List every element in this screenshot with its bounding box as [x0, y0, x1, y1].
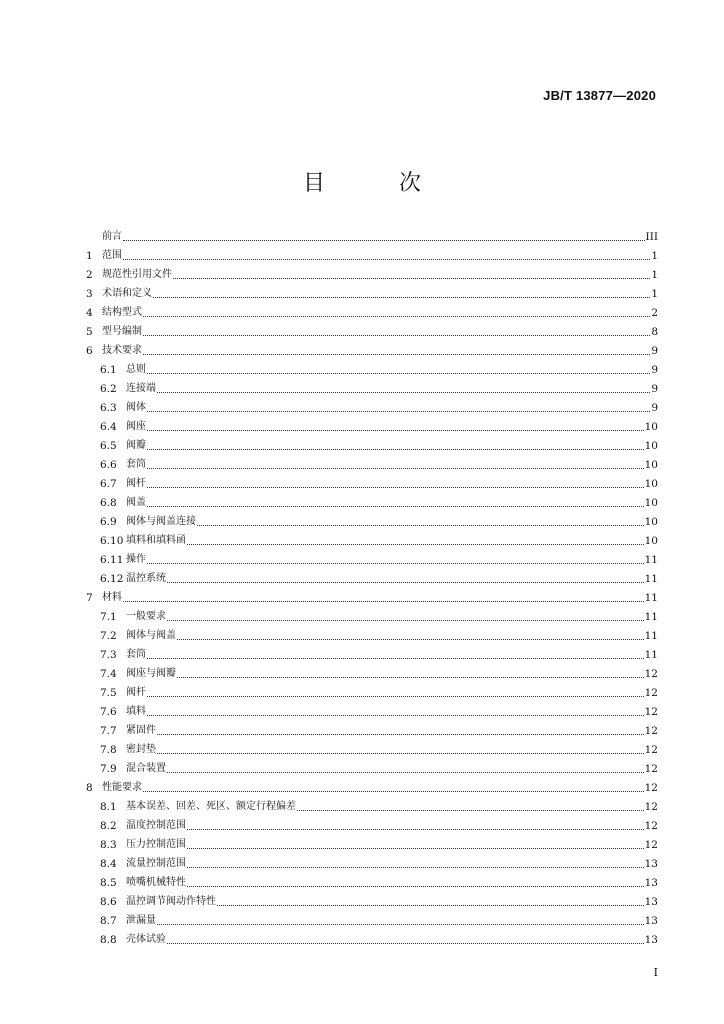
toc-entry-title: 总则: [126, 364, 146, 375]
toc-entry-title: 紧固件: [126, 725, 156, 736]
dot-leader: [167, 582, 644, 583]
toc-entry[interactable]: [86, 472, 658, 491]
toc-entry-page: 12: [644, 725, 658, 737]
toc-entry-page: 1: [651, 250, 658, 262]
toc-entry[interactable]: [86, 491, 658, 510]
dot-leader: [297, 810, 644, 811]
toc-entry-number: 4: [86, 307, 93, 319]
toc-entry[interactable]: [86, 871, 658, 890]
toc-entry-page: 9: [651, 402, 658, 414]
toc-entry[interactable]: [86, 909, 658, 928]
toc-entry[interactable]: [86, 358, 658, 377]
toc-entry-title: 性能要求: [102, 782, 142, 793]
toc-entry-number: 8.6: [100, 896, 117, 908]
toc-entry-page: 12: [644, 706, 658, 718]
toc-entry-title: 连接端: [126, 383, 156, 394]
toc-entry-title: 阀体与阀盖连接: [126, 516, 196, 527]
toc-entry-page: 10: [644, 440, 658, 452]
dot-leader: [147, 430, 644, 431]
toc-entry[interactable]: [86, 700, 658, 719]
toc-entry[interactable]: [86, 833, 658, 852]
toc-entry-title: 填料: [126, 706, 146, 717]
toc-entry-page: 10: [644, 516, 658, 528]
dot-leader: [167, 943, 644, 944]
toc-entry-page: 12: [644, 687, 658, 699]
dot-leader: [123, 240, 645, 241]
toc-entry-page: 10: [644, 497, 658, 509]
dot-leader: [147, 563, 644, 564]
toc-entry-number: 7.8: [100, 744, 117, 756]
toc-entry-number: 6.12: [100, 573, 124, 585]
toc-entry[interactable]: [86, 852, 658, 871]
dot-leader: [147, 373, 650, 374]
toc-entry-title: 压力控制范围: [126, 839, 186, 850]
toc-entry[interactable]: [86, 377, 658, 396]
toc-entry[interactable]: [86, 415, 658, 434]
toc-entry-page: 10: [644, 421, 658, 433]
dot-leader: [157, 753, 644, 754]
toc-entry[interactable]: [86, 396, 658, 415]
toc-entry[interactable]: [86, 263, 658, 282]
dot-leader: [147, 696, 644, 697]
toc-entry-number: 7.7: [100, 725, 117, 737]
toc-entry-page: 13: [644, 858, 658, 870]
dot-leader: [147, 658, 644, 659]
toc-entry[interactable]: [86, 890, 658, 909]
toc-entry-title: 阀体与阀盖: [126, 630, 176, 641]
dot-leader: [157, 734, 644, 735]
dot-leader: [187, 867, 644, 868]
toc-entry[interactable]: [86, 529, 658, 548]
toc-entry-number: 6.10: [100, 535, 124, 547]
toc-entry-number: 8.8: [100, 934, 117, 946]
toc-entry-number: 3: [86, 288, 93, 300]
toc-entry-number: 8.3: [100, 839, 117, 851]
toc-entry-number: 1: [86, 250, 93, 262]
toc-entry-page: 12: [644, 668, 658, 680]
toc-entry-title: 结构型式: [102, 307, 142, 318]
toc-entry-title: 温度控制范围: [126, 820, 186, 831]
toc-entry-title: 规范性引用文件: [102, 269, 172, 280]
toc-entry-page: 9: [651, 383, 658, 395]
toc-entry-title: 泄漏量: [126, 915, 156, 926]
dot-leader: [167, 772, 644, 773]
toc-entry-number: 6.1: [100, 364, 117, 376]
toc-entry[interactable]: [86, 643, 658, 662]
dot-leader: [147, 487, 644, 488]
toc-entry-page: 11: [644, 592, 658, 604]
dot-leader: [177, 677, 644, 678]
toc-entry-title: 型号编制: [102, 326, 142, 337]
standard-code: JB/T 13877—2020: [543, 88, 656, 103]
dot-leader: [173, 278, 650, 279]
toc-entry-number: 7.4: [100, 668, 117, 680]
toc-entry-page: 11: [644, 573, 658, 585]
toc-entry-page: III: [645, 231, 658, 243]
toc-entry-number: 5: [86, 326, 93, 338]
dot-leader: [197, 525, 644, 526]
dot-leader: [147, 449, 644, 450]
toc-entry-page: 13: [644, 877, 658, 889]
toc-entry-number: 7.1: [100, 611, 117, 623]
toc-entry[interactable]: [86, 282, 658, 301]
table-of-contents: [86, 225, 658, 947]
toc-entry-number: 8.5: [100, 877, 117, 889]
toc-entry-number: 7.3: [100, 649, 117, 661]
toc-entry-number: 7.5: [100, 687, 117, 699]
toc-entry[interactable]: [86, 548, 658, 567]
toc-title: 目 次: [302, 171, 447, 196]
toc-entry[interactable]: [86, 719, 658, 738]
toc-entry-title: 阀杆: [126, 687, 146, 698]
toc-entry-title: 混合装置: [126, 763, 166, 774]
toc-entry-page: 9: [651, 364, 658, 376]
toc-entry[interactable]: [86, 928, 658, 947]
toc-entry-title: 填料和填料函: [126, 535, 186, 546]
toc-entry-page: 2: [651, 307, 658, 319]
toc-entry[interactable]: [86, 434, 658, 453]
toc-entry-page: 11: [644, 554, 658, 566]
toc-entry-number: 6.4: [100, 421, 117, 433]
toc-entry-page: 13: [644, 934, 658, 946]
toc-entry[interactable]: [86, 757, 658, 776]
toc-entry-number: 6.3: [100, 402, 117, 414]
toc-entry-number: 6.5: [100, 440, 117, 452]
toc-entry[interactable]: [86, 662, 658, 681]
toc-entry-title: 套筒: [126, 459, 146, 470]
dot-leader: [187, 829, 644, 830]
dot-leader: [123, 601, 644, 602]
toc-entry-page: 12: [644, 839, 658, 851]
toc-entry-title: 技术要求: [102, 345, 142, 356]
toc-entry[interactable]: [86, 320, 658, 339]
toc-entry-number: 6.8: [100, 497, 117, 509]
toc-entry-number: 6.6: [100, 459, 117, 471]
toc-entry-page: 1: [651, 269, 658, 281]
toc-entry-number: 6.7: [100, 478, 117, 490]
page-number: I: [653, 966, 658, 979]
toc-entry-number: 8.2: [100, 820, 117, 832]
toc-entry-title: 材料: [102, 592, 122, 603]
dot-leader: [177, 639, 644, 640]
dot-leader: [187, 544, 644, 545]
dot-leader: [153, 297, 650, 298]
toc-entry-title: 密封垫: [126, 744, 156, 755]
toc-entry-title: 阀盖: [126, 497, 146, 508]
toc-entry-title: 阀体: [126, 402, 146, 413]
toc-entry[interactable]: [86, 605, 658, 624]
dot-leader: [143, 791, 644, 792]
toc-entry-number: 7.2: [100, 630, 117, 642]
dot-leader: [157, 392, 650, 393]
toc-entry-page: 13: [644, 915, 658, 927]
toc-entry[interactable]: [86, 567, 658, 586]
toc-entry-number: 2: [86, 269, 93, 281]
toc-entry[interactable]: [86, 586, 658, 605]
toc-entry-number: 6.9: [100, 516, 117, 528]
toc-entry-number: 8.4: [100, 858, 117, 870]
toc-entry-title: 喷嘴机械特性: [126, 877, 186, 888]
dot-leader: [143, 354, 650, 355]
toc-entry-number: 7.9: [100, 763, 117, 775]
dot-leader: [147, 468, 644, 469]
toc-entry-page: 10: [644, 459, 658, 471]
toc-entry-title: 基本误差、回差、死区、额定行程偏差: [126, 801, 296, 812]
toc-entry-number: 8.1: [100, 801, 117, 813]
toc-entry-page: 8: [651, 326, 658, 338]
toc-entry-title: 阀座: [126, 421, 146, 432]
toc-entry-page: 11: [644, 611, 658, 623]
toc-entry-title: 壳体试验: [126, 934, 166, 945]
toc-entry[interactable]: [86, 776, 658, 795]
toc-entry-title: 温控调节阀动作特性: [126, 896, 216, 907]
toc-entry-page: 13: [644, 896, 658, 908]
dot-leader: [147, 715, 644, 716]
toc-entry-page: 12: [644, 744, 658, 756]
toc-entry[interactable]: [86, 795, 658, 814]
toc-entry-title: 阀座与阀瓣: [126, 668, 176, 679]
dot-leader: [187, 886, 644, 887]
toc-entry-title: 范围: [102, 250, 122, 261]
toc-entry-page: 10: [644, 478, 658, 490]
toc-entry[interactable]: [86, 244, 658, 263]
toc-entry[interactable]: [86, 339, 658, 358]
toc-entry-page: 12: [644, 763, 658, 775]
dot-leader: [217, 905, 644, 906]
toc-entry-number: 6.2: [100, 383, 117, 395]
dot-leader: [157, 924, 644, 925]
toc-entry-page: 11: [644, 649, 658, 661]
toc-entry-title: 术语和定义: [102, 288, 152, 299]
dot-leader: [143, 335, 650, 336]
toc-entry-number: 6: [86, 345, 93, 357]
toc-entry-title: 流量控制范围: [126, 858, 186, 869]
toc-entry-title: 套筒: [126, 649, 146, 660]
toc-entry-number: 6.11: [100, 554, 124, 566]
toc-entry-page: 10: [644, 535, 658, 547]
dot-leader: [167, 620, 644, 621]
toc-entry-number: 8: [86, 782, 93, 794]
toc-entry-page: 12: [644, 782, 658, 794]
toc-entry-title: 阀瓣: [126, 440, 146, 451]
dot-leader: [143, 316, 650, 317]
dot-leader: [187, 848, 644, 849]
toc-entry-number: 7.6: [100, 706, 117, 718]
dot-leader: [123, 259, 650, 260]
dot-leader: [147, 506, 644, 507]
dot-leader: [147, 411, 650, 412]
toc-entry-title: 一般要求: [126, 611, 166, 622]
toc-entry[interactable]: [86, 510, 658, 529]
toc-entry-page: 9: [651, 345, 658, 357]
toc-entry[interactable]: [86, 738, 658, 757]
toc-entry[interactable]: [86, 225, 658, 244]
toc-entry-page: 11: [644, 630, 658, 642]
toc-entry-title: 前言: [102, 231, 122, 242]
toc-entry-page: 12: [644, 801, 658, 813]
toc-entry[interactable]: [86, 681, 658, 700]
toc-entry-title: 操作: [126, 554, 146, 565]
toc-entry-number: 7: [86, 592, 93, 604]
toc-entry-title: 温控系统: [126, 573, 166, 584]
toc-entry-title: 阀杆: [126, 478, 146, 489]
toc-entry-page: 12: [644, 820, 658, 832]
toc-entry[interactable]: [86, 814, 658, 833]
toc-entry-number: 8.7: [100, 915, 117, 927]
toc-entry-page: 1: [651, 288, 658, 300]
toc-entry[interactable]: [86, 453, 658, 472]
toc-entry[interactable]: [86, 624, 658, 643]
toc-entry[interactable]: [86, 301, 658, 320]
